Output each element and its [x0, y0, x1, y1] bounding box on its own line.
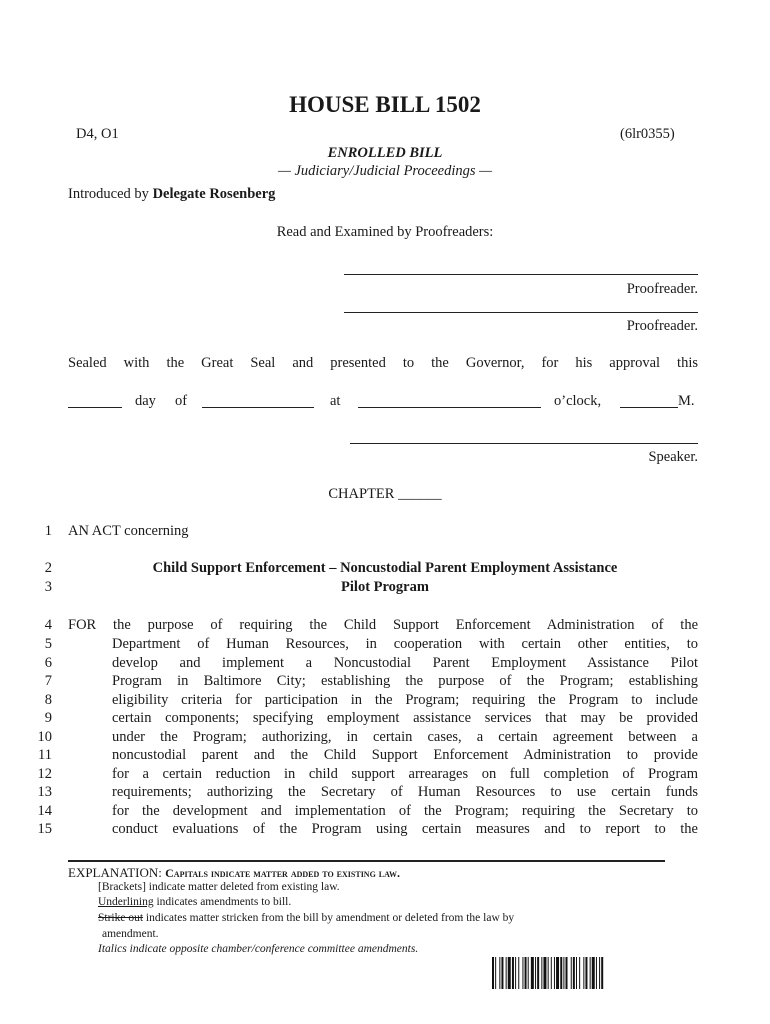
explanation-strike — [98, 912, 514, 924]
purpose-line: Department of Human Resources, in cooperation with certain other entities, to — [112, 636, 698, 652]
explanation-underlining — [98, 896, 291, 908]
purpose-line: eligibility criteria for participation in the Program; requiring the Program to include — [112, 692, 698, 708]
proofreader-label-2: Proofreader. — [626, 318, 698, 334]
footer-rule — [68, 860, 665, 862]
brackets-term: [Brackets] — [98, 881, 146, 893]
strike-desc: indicates matter stricken from the bill by amendment or deleted from the law by — [143, 912, 515, 924]
line-number: 14 — [37, 803, 52, 819]
explanation-brackets — [98, 881, 340, 893]
explanation-line — [68, 865, 400, 881]
month-blank — [202, 407, 314, 408]
draft-number: (6lr0355) — [620, 126, 675, 142]
purpose-line: requirements; authorizing the Secretary of Human Resources to use certain funds — [112, 784, 698, 800]
bill-title: HOUSE BILL 1502 — [289, 92, 481, 117]
line-number: 11 — [38, 747, 52, 763]
line-number: 3 — [44, 579, 52, 595]
bill-short-title-line-2: Pilot Program — [341, 579, 429, 595]
underlining-desc: indicates amendments to bill. — [153, 896, 292, 908]
bill-short-title-line-1: Child Support Enforcement – Noncustodial Parent Employment Assistance — [152, 560, 618, 576]
committee-label: — Judiciary/Judicial Proceedings — — [277, 163, 493, 179]
line-number: 9 — [44, 710, 52, 726]
explanation-prefix: EXPLANATION: — [68, 865, 166, 880]
brackets-desc: indicate matter deleted from existing law. — [145, 881, 340, 893]
purpose-line: under the Program; authorizing, in certain cases, a certain agreement between a — [112, 729, 698, 745]
strike-term: Strike out — [98, 912, 144, 924]
line-number: 1 — [44, 523, 52, 539]
speaker-signature-line — [350, 443, 698, 444]
purpose-line: for a certain reduction in child support arrearages on full completion of Program — [112, 766, 698, 782]
line-number: 4 — [44, 617, 52, 633]
subject-codes: D4, O1 — [76, 126, 119, 142]
line-number: 7 — [44, 673, 52, 689]
underlining-term: Underlining — [98, 896, 154, 908]
meridiem-label: M. — [678, 393, 695, 409]
time-blank — [358, 407, 541, 408]
line-number: 13 — [37, 784, 52, 800]
purpose-line: conduct evaluations of the Program using certain measures and to report to the — [112, 821, 698, 837]
explanation-capitals: Capitals indicate matter added to existing law. — [165, 866, 401, 880]
sealed-text: Sealed with the Great Seal and presented to the Governor, for his approval this — [68, 355, 698, 371]
sponsor-name: Delegate Rosenberg — [152, 186, 276, 202]
barcode-icon — [492, 957, 680, 989]
meridiem-blank — [620, 407, 678, 408]
line-number: 8 — [44, 692, 52, 708]
introduced-prefix: Introduced by — [68, 186, 153, 202]
of-label: of — [175, 393, 188, 409]
purpose-line: for the development and implementation of the Program; requiring the Secretary to — [112, 803, 698, 819]
proofreader-signature-line-1 — [344, 274, 698, 275]
line-number: 10 — [37, 729, 52, 745]
day-label: day — [135, 393, 156, 409]
purpose-line: Program in Baltimore City; establishing the purpose of the Program; establishing — [112, 673, 698, 689]
line-number: 15 — [37, 821, 52, 837]
act-heading: AN ACT concerning — [68, 523, 189, 539]
proofread-heading: Read and Examined by Proofreaders: — [276, 224, 494, 240]
enrolled-label: ENROLLED BILL — [327, 145, 443, 161]
line-number: 6 — [44, 655, 52, 671]
line-number: 5 — [44, 636, 52, 652]
purpose-line: noncustodial parent and the Child Support Enforcement Administration to provide — [112, 747, 698, 763]
chapter-label: CHAPTER ______ — [328, 486, 442, 502]
line-number: 2 — [44, 560, 52, 576]
day-blank — [68, 407, 122, 408]
oclock-label: o’clock, — [554, 393, 602, 409]
purpose-line: develop and implement a Noncustodial Parent Employment Assistance Pilot — [112, 655, 698, 671]
explanation-italics: Italics indicate opposite chamber/conference committee amendments. — [98, 943, 419, 955]
line-number: 12 — [37, 766, 52, 782]
speaker-label: Speaker. — [648, 449, 698, 465]
introduced-line — [68, 186, 275, 203]
explanation-strike-cont: amendment. — [102, 928, 159, 940]
purpose-line: FOR the purpose of requiring the Child Support Enforcement Administration of the — [68, 617, 698, 633]
proofreader-signature-line-2 — [344, 312, 698, 313]
at-label: at — [330, 393, 341, 409]
proofreader-label-1: Proofreader. — [626, 281, 698, 297]
purpose-line: certain components; specifying employment assistance services that may be provided — [112, 710, 698, 726]
